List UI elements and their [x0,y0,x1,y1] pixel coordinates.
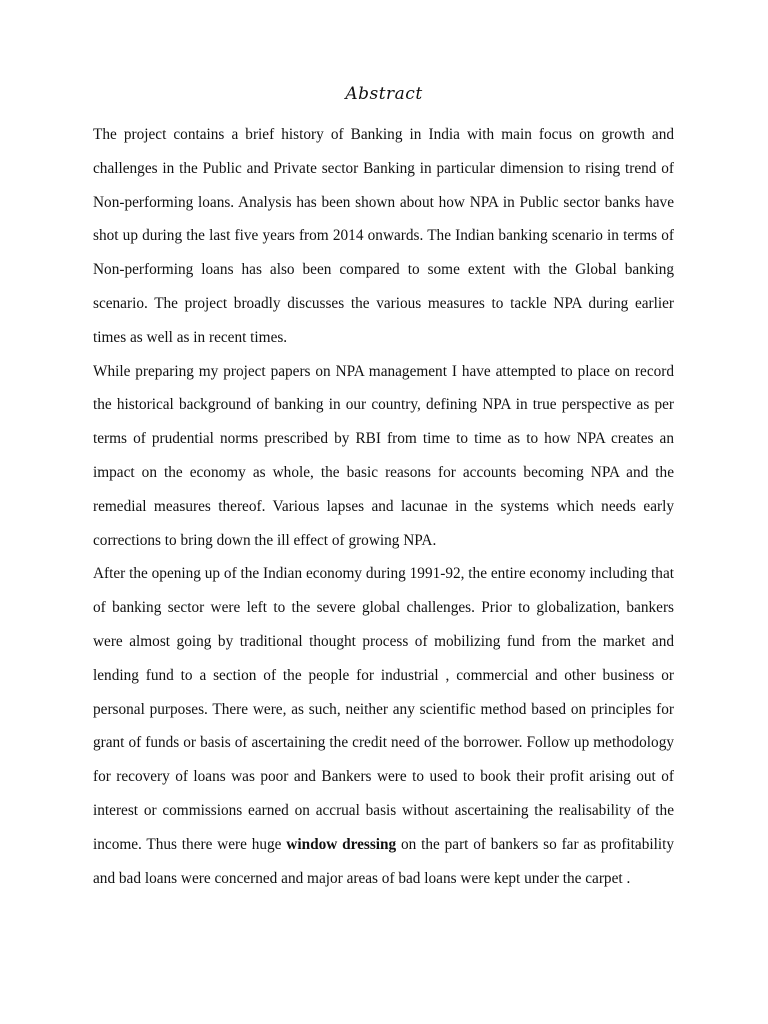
page-title: Abstract [345,84,423,104]
paragraph-text-before: After the opening up of the Indian economy during 1991-92, the entire economy including that of banking sector were left to the severe global challenges. Prior to globalization, bankers were almost going by traditional thought process of mobilizing fund from the market and lending fund to a section of the people for industrial , commercial and other business or personal purposes. There were, as such, neither any scientific method based on principles for grant of funds or basis of ascertaining the credit need of the borrower. Follow up methodology for recovery of loans was poor and Bankers were to used to book their profit arising out of interest or commissions earned on accrual basis without ascertaining the realisability of the income. Thus there were huge [93,565,674,853]
abstract-body [93,118,674,895]
paragraph-economy-opening [93,557,674,895]
paragraph-project-summary: The project contains a brief history of Banking in India with main focus on growth and challenges in the Public and Private sector Banking in particular dimension to rising trend of Non-performing loans. Analysis has been shown about how NPA in Public sector banks have shot up during the last five years from 2014 onwards. The Indian banking scenario in terms of Non-performing loans has also been compared to some extent with the Global banking scenario. The project broadly discusses the various measures to tackle NPA during earlier times as well as in recent times. [93,126,674,346]
paragraph-npa-management: While preparing my project papers on NPA management I have attempted to place on record the historical background of banking in our country, defining NPA in true perspective as per terms of prudential norms prescribed by RBI from time to time as to how NPA creates an impact on the economy as whole, the basic reasons for accounts becoming NPA and the remedial measures thereof. Various lapses and lacunae in the systems which needs early corrections to bring down the ill effect of growing NPA. [93,362,674,549]
paragraph-text-after: on the part of bankers so far as profitability and bad loans were concerned and major areas of bad loans were kept under the carpet . [93,835,675,887]
bold-term-window-dressing: window dressing [286,835,397,853]
